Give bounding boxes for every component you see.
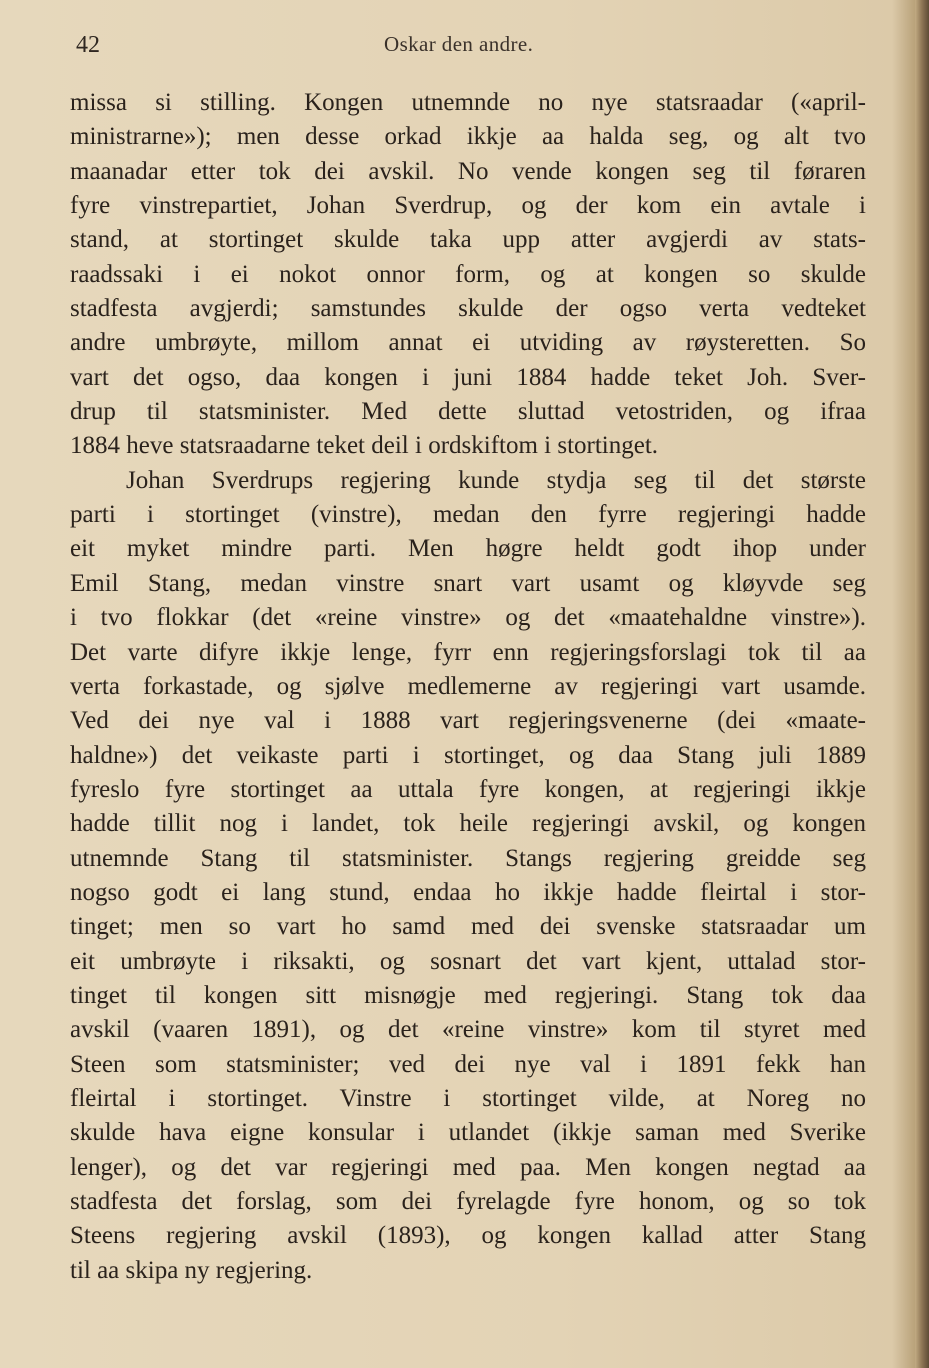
text-line: vart det ogso, daa kongen i juni 1884 hadde teket Joh. Sver- [70, 363, 866, 391]
text-line: nogso godt ei lang stund, endaa ho ikkje hadde fleirtal i stor- [70, 878, 866, 906]
text-line: eit umbrøyte i riksakti, og sosnart det vart kjent, uttalad stor- [70, 947, 866, 975]
text-line: i tvo flokkar (det «reine vinstre» og det «maatehaldne vinstre»). [70, 604, 866, 632]
text-line: utnemnde Stang til statsminister. Stangs regjering greidde seg [70, 844, 866, 872]
text-line: lenger), og det var regjeringi med paa. Men kongen negtad aa [70, 1153, 866, 1181]
page-header [76, 30, 866, 62]
text-line: tinget til kongen sitt misnøgje med regjeringi. Stang tok daa [70, 981, 866, 1009]
text-line: Emil Stang, medan vinstre snart vart usamt og kløyvde seg [70, 569, 866, 597]
text-line: stadfesta avgjerdi; samstundes skulde der ogso verta vedteket [70, 295, 866, 323]
text-line: 1884 heve statsraadarne teket deil i ordskiftom i stortinget. [70, 432, 659, 460]
text-line: fyreslo fyre stortinget aa uttala fyre kongen, at regjeringi ikkje [70, 775, 866, 803]
text-line: skulde hava eigne konsular i utlandet (ikkje saman med Sverike [70, 1119, 866, 1147]
text-line: ministrarne»); men desse orkad ikkje aa halda seg, og alt tvo [70, 123, 866, 151]
text-line: missa si stilling. Kongen utnemnde no nye statsraadar («april- [70, 89, 866, 116]
text-line: Steen som statsminister; ved dei nye val i 1891 fekk han [70, 1050, 866, 1078]
text-line: parti i stortinget (vinstre), medan den fyrre regjeringi hadde [70, 501, 866, 529]
text-line: Det varte difyre ikkje lenge, fyrr enn regjeringsforslagi tok til aa [70, 638, 866, 666]
text-line: hadde tillit nog i landet, tok heile regjeringi avskil, og kongen [70, 810, 866, 838]
text-line: haldne») det veikaste parti i stortinget, og daa Stang juli 1889 [70, 741, 866, 769]
running-title: Oskar den andre. [384, 32, 534, 56]
text-line: til aa skipa ny regjering. [70, 1256, 313, 1284]
text-line: verta forkastade, og sjølve medlemerne av regjeringi vart usamde. [70, 672, 866, 700]
text-line: maanadar etter tok dei avskil. No vende kongen seg til føraren [70, 157, 866, 185]
text-line: stadfesta det forslag, som dei fyrelagde fyre honom, og so tok [70, 1188, 866, 1215]
text-line: Steens regjering avskil (1893), og kongen kallad atter Stang [70, 1222, 866, 1250]
text-line: fleirtal i stortinget. Vinstre i stortinget vilde, at Noreg no [70, 1084, 866, 1112]
text-line: fyre vinstrepartiet, Johan Sverdrup, og der kom ein avtale i [70, 192, 866, 220]
text-line: raadssaki i ei nokot onnor form, og at kongen so skulde [70, 260, 866, 288]
text-line: eit myket mindre parti. Men høgre heldt godt ihop under [70, 535, 866, 563]
text-line: Ved dei nye val i 1888 vart regjeringsvenerne (dei «maate- [70, 707, 866, 735]
text-line: stand, at stortinget skulde taka upp atter avgjerdi av stats- [70, 226, 866, 254]
page-number: 42 [76, 32, 100, 58]
text-line: drup til statsminister. Med dette sluttad vetostriden, og ifraa [70, 398, 866, 426]
text-line: tinget; men so vart ho samd med dei svenske statsraadar um [70, 913, 866, 941]
page-spine-edge [915, 0, 929, 1368]
text-line: Johan Sverdrups regjering kunde stydja seg til det største [126, 466, 866, 494]
text-line: andre umbrøyte, millom annat ei utviding av røysteretten. So [70, 329, 866, 357]
body-text [70, 86, 866, 1288]
text-line: avskil (vaaren 1891), og det «reine vinstre» kom til styret med [70, 1016, 866, 1044]
